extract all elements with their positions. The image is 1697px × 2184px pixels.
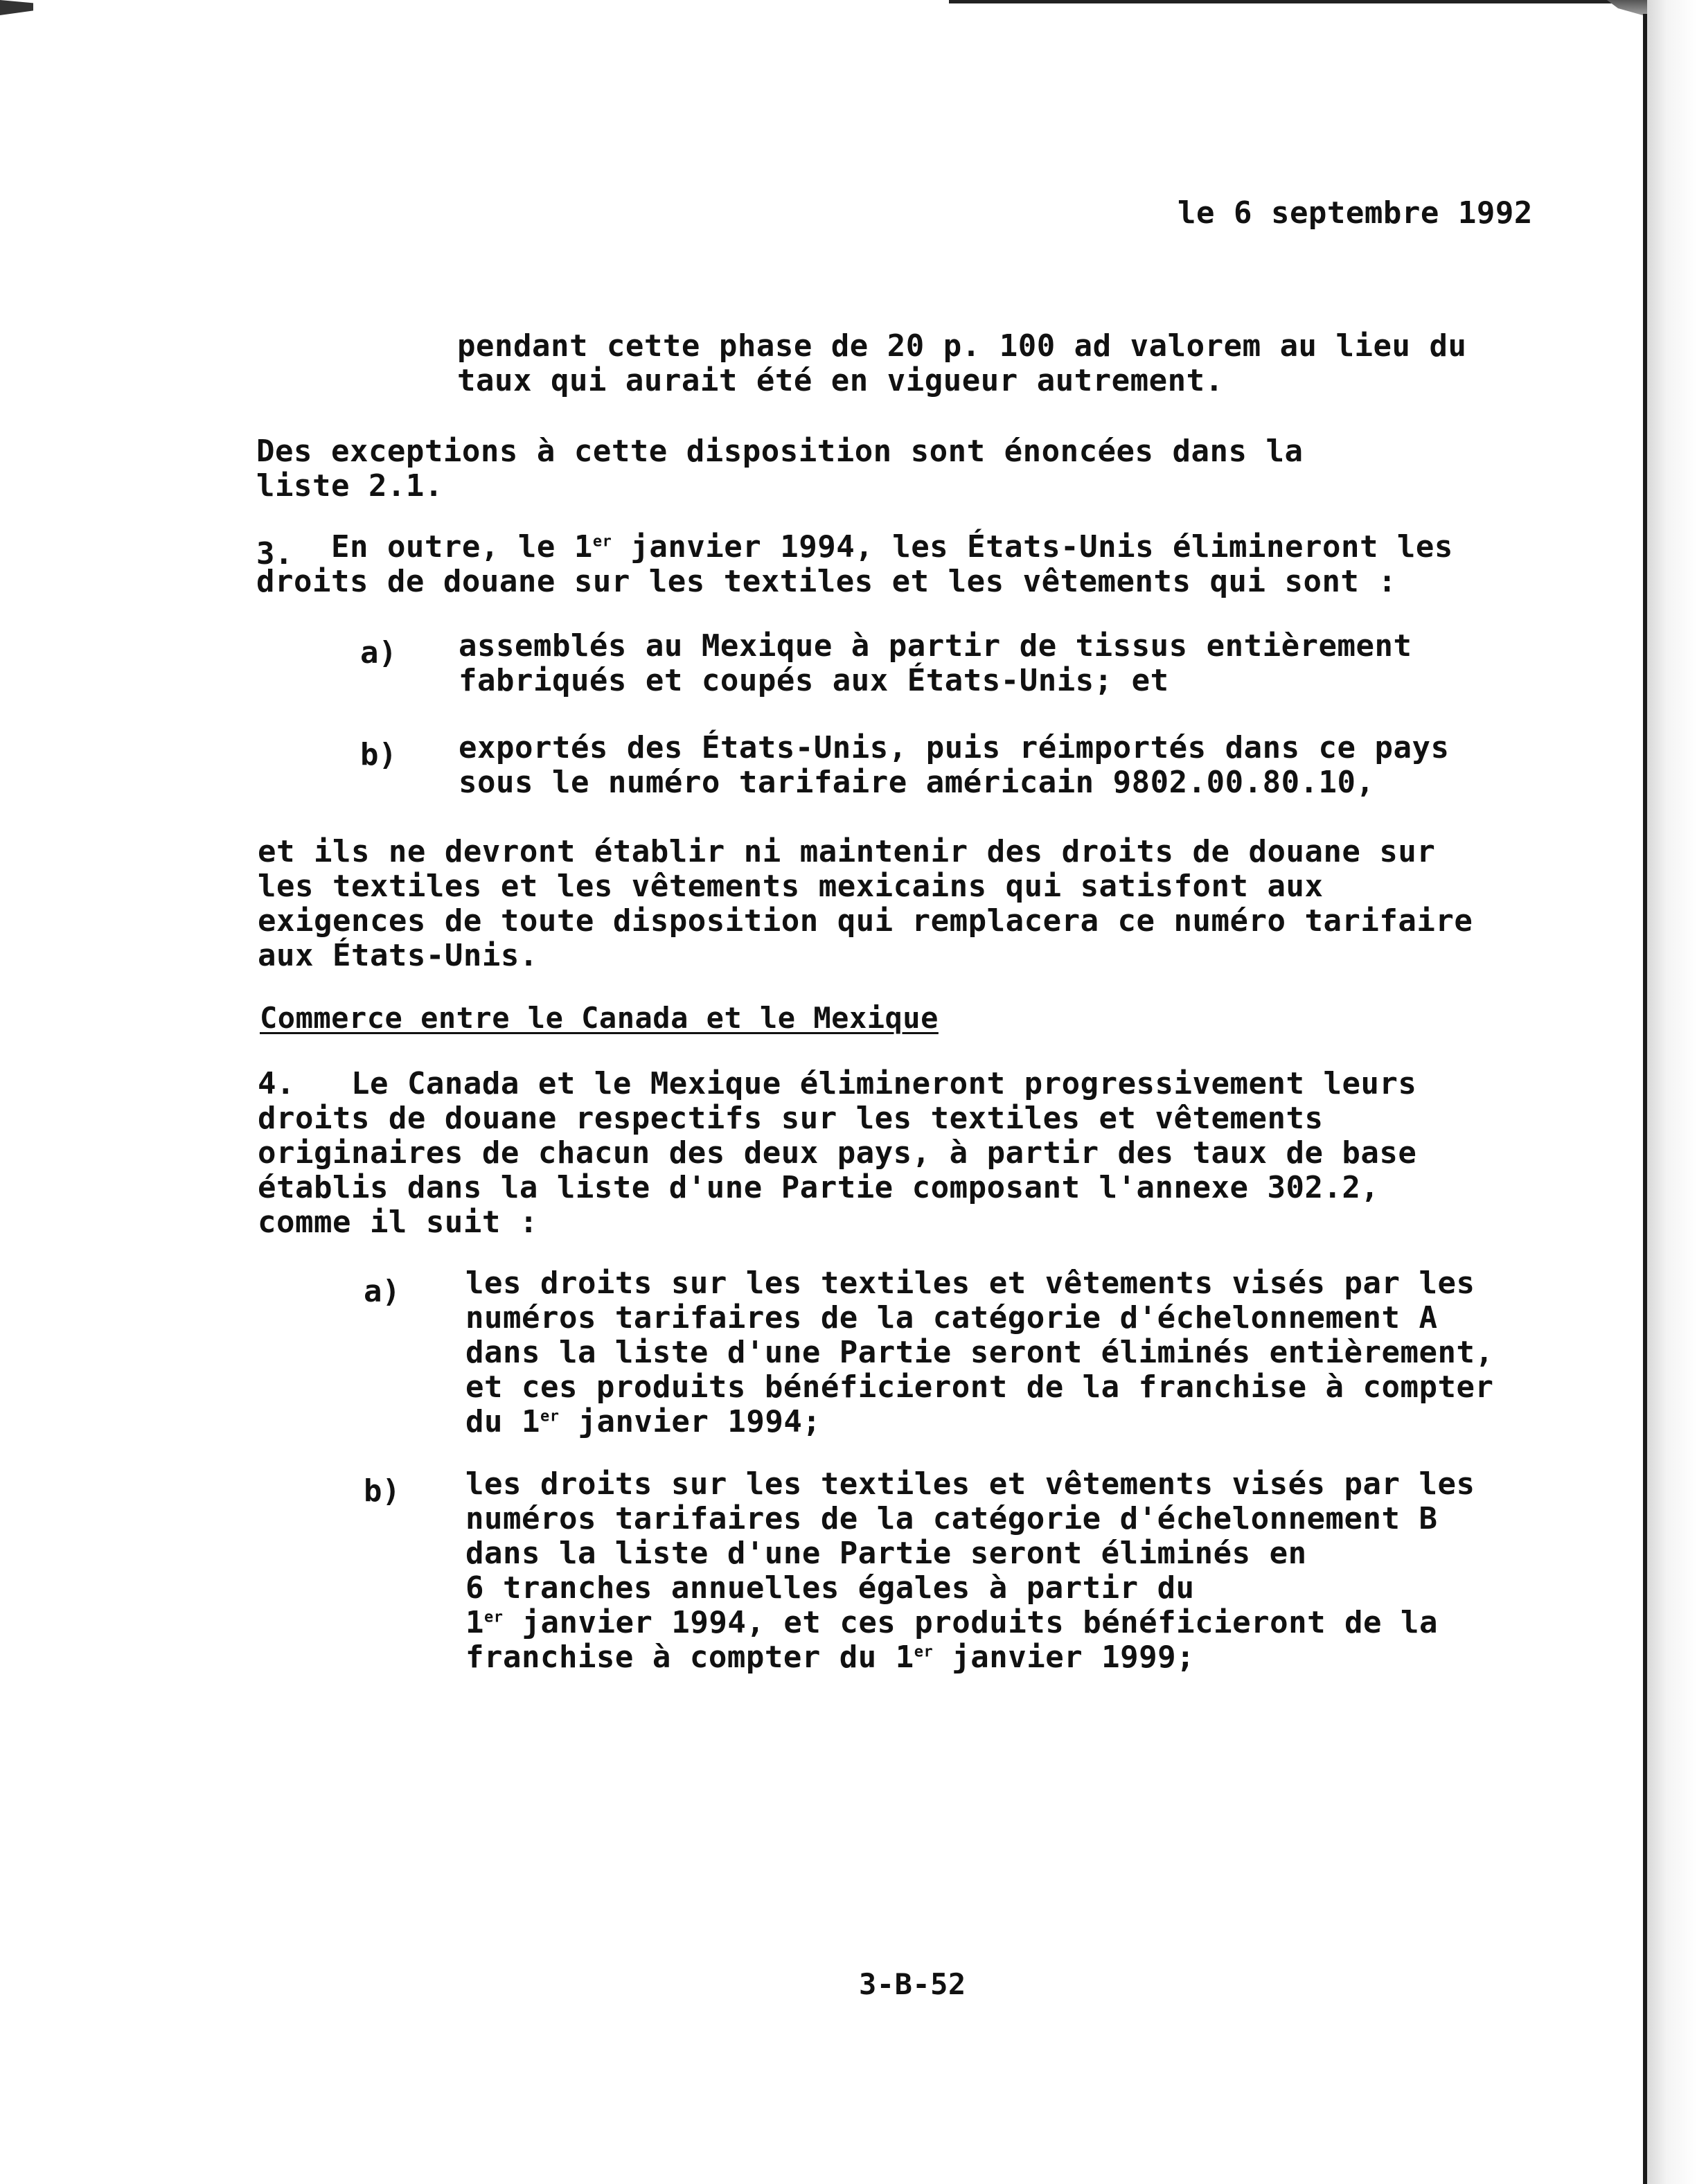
text-line: les droits sur les textiles et vêtements visés par les (465, 1466, 1475, 1502)
text-line: et ces produits bénéficieront de la franchise à compter (465, 1369, 1494, 1405)
text-line: taux qui aurait été en vigueur autrement. (457, 363, 1224, 398)
text-line: pendant cette phase de 20 p. 100 ad valorem au lieu du (457, 328, 1467, 364)
text-line: les textiles et les vêtements mexicains qui satisfont aux (258, 869, 1324, 904)
scan-artifact-right-shadow (1647, 0, 1697, 2184)
exceptions-paragraph (256, 434, 1303, 504)
list-item-label: b) (364, 1473, 400, 1509)
list-item (465, 1467, 1475, 1675)
text-line: originaires de chacun des deux pays, à partir des taux de base (258, 1135, 1417, 1171)
text-line: En outre, le 1 (330, 529, 593, 565)
text-line: 1 (465, 1605, 484, 1640)
text-line: assemblés au Mexique à partir de tissus entièrement (459, 628, 1412, 664)
paragraph-number: 3. (256, 536, 293, 571)
superscript: er (540, 1408, 560, 1426)
section-heading: Commerce entre le Canada et le Mexique (260, 1001, 939, 1035)
text-line: droits de douane respectifs sur les textiles et vêtements (258, 1101, 1324, 1136)
text-line: dans la liste d'une Partie seront éliminés entièrement, (465, 1335, 1494, 1370)
text-line: dans la liste d'une Partie seront éliminés en (465, 1536, 1307, 1571)
text-line: droits de douane sur les textiles et les vêtements qui sont : (256, 564, 1397, 599)
text-line: franchise à compter du 1 (465, 1640, 914, 1675)
scan-artifact-right-edge (1643, 14, 1647, 2184)
list-item-label: a) (364, 1274, 400, 1309)
continuation-paragraph (457, 329, 1466, 398)
text-line: exportés des États-Unis, puis réimportés dans ce pays (459, 730, 1450, 765)
list-item-label: a) (360, 635, 397, 671)
text-line: établis dans la liste d'une Partie composant l'annexe 302.2, (258, 1170, 1380, 1205)
paragraph-3-continuation (258, 835, 1473, 973)
document-date: le 6 septembre 1992 (1178, 195, 1533, 231)
text-line: liste 2.1. (256, 468, 443, 504)
text-line: du 1 (465, 1404, 540, 1439)
text-line: numéros tarifaires de la catégorie d'échelonnement A (465, 1300, 1438, 1335)
list-item (459, 731, 1449, 800)
superscript: er (914, 1643, 934, 1661)
superscript: er (484, 1608, 504, 1626)
list-item-label: b) (360, 737, 397, 772)
text-line: Le Canada et le Mexique élimineront progressivement leurs (350, 1066, 1417, 1101)
page-number: 3-B-52 (859, 1967, 966, 2001)
text-line: Des exceptions à cette disposition sont énoncées dans la (256, 434, 1304, 469)
text-line: janvier 1999; (933, 1640, 1196, 1675)
paragraph-4 (258, 1067, 1416, 1240)
text-line: comme il suit : (258, 1205, 538, 1240)
list-item (459, 629, 1412, 698)
text-line: sous le numéro tarifaire américain 9802.00.80.10, (459, 765, 1375, 800)
text-line: et ils ne devront établir ni maintenir des droits de douane sur (258, 834, 1436, 869)
text-line: numéros tarifaires de la catégorie d'échelonnement B (465, 1501, 1438, 1536)
paragraph-number: 4. (258, 1066, 295, 1101)
text-line: janvier 1994, et ces produits bénéficieront de la (503, 1605, 1439, 1640)
list-item (465, 1266, 1493, 1439)
superscript: er (592, 533, 612, 551)
text-line: aux États-Unis. (258, 938, 538, 973)
paragraph-3 (256, 530, 1453, 599)
scan-artifact-top-edge (949, 0, 1642, 3)
text-line: janvier 1994, les États-Unis élimineront les (612, 529, 1453, 565)
text-line: fabriqués et coupés aux États-Unis; et (459, 663, 1169, 698)
scan-artifact-corner (0, 0, 33, 15)
text-line: janvier 1994; (559, 1404, 821, 1439)
text-line: les droits sur les textiles et vêtements visés par les (465, 1266, 1475, 1301)
text-line: exigences de toute disposition qui remplacera ce numéro tarifaire (258, 903, 1473, 939)
text-line: 6 tranches annuelles égales à partir du (465, 1570, 1195, 1606)
